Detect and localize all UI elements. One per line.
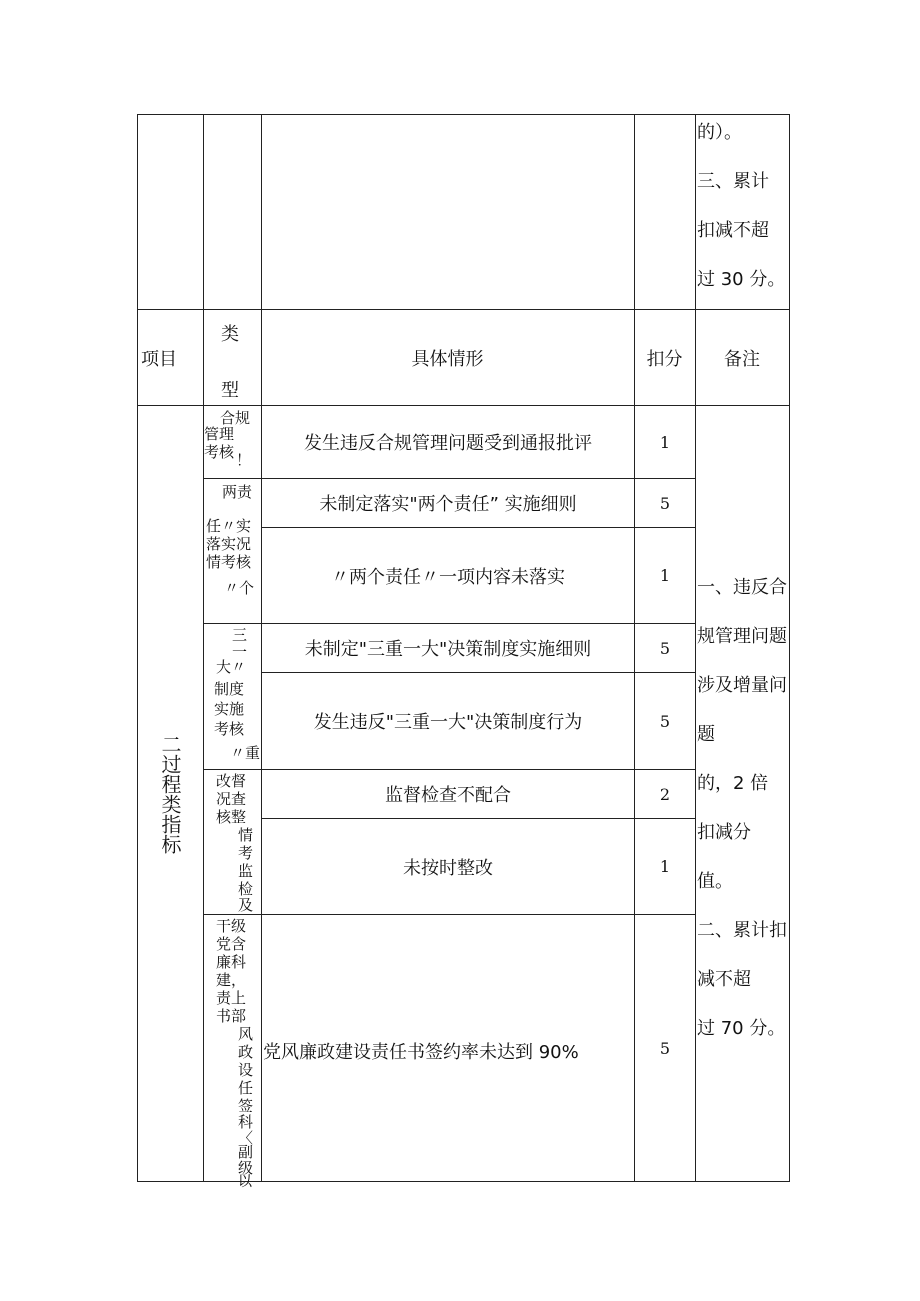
type-line: 副 bbox=[238, 1143, 254, 1161]
type-line: 管理 bbox=[204, 425, 235, 443]
type-line: 改督 bbox=[216, 772, 247, 790]
type-cell-compliance bbox=[204, 408, 260, 478]
row-line-7 bbox=[203, 914, 696, 915]
type-line: 监 bbox=[238, 862, 254, 880]
type-line: 级 bbox=[238, 1159, 254, 1177]
prev-page-note bbox=[697, 108, 789, 304]
table-border-bottom bbox=[137, 1181, 790, 1182]
prev-note-line: 扣减不超 bbox=[697, 220, 769, 241]
type-line: 两责 bbox=[222, 483, 253, 501]
type-line: 廉科 bbox=[216, 953, 247, 971]
type-line: 〈 bbox=[238, 1129, 254, 1147]
detail-row-3: 〃两个责任〃一项内容未落实 bbox=[331, 566, 565, 588]
prev-note-line: 的）。 bbox=[697, 122, 742, 143]
deduct-row-5: 5 bbox=[659, 711, 671, 731]
type-line: 党含 bbox=[216, 935, 247, 953]
type-line: 设 bbox=[238, 1061, 254, 1079]
type-line: 况查 bbox=[216, 790, 247, 808]
type-line: 考核 bbox=[214, 720, 245, 738]
remark-line: 规管理问题 bbox=[697, 626, 787, 647]
type-line: 考 bbox=[238, 844, 254, 862]
remark-line: 值。 bbox=[697, 871, 733, 892]
remark-line: 扣减分 bbox=[697, 822, 751, 843]
type-line: 三一 bbox=[232, 626, 248, 661]
type-line: 任 bbox=[238, 1079, 254, 1097]
detail-row-2: 未制定落实"两个责任” 实施细则 bbox=[319, 494, 577, 515]
deduct-row-4: 5 bbox=[659, 638, 671, 658]
type-cell-responsibility-letter bbox=[204, 916, 260, 1190]
type-line: 落实况 bbox=[206, 535, 252, 553]
header-deduct: 扣分 bbox=[646, 348, 683, 370]
remark-line: 一、违反合 bbox=[697, 577, 787, 598]
remark-line: 题 bbox=[697, 724, 715, 745]
type-line: 制度 bbox=[214, 680, 245, 698]
detail-row-7: 未按时整改 bbox=[403, 857, 493, 879]
type-line: 实施 bbox=[214, 700, 245, 718]
type-line: 考核 bbox=[204, 443, 235, 461]
type-line: 政 bbox=[238, 1043, 254, 1061]
category-cell bbox=[137, 406, 203, 1181]
detail-row-1: 发生违反合规管理问题受到通报批评 bbox=[304, 433, 592, 454]
type-line: 〃个 bbox=[224, 579, 255, 597]
type-line: 书部 bbox=[216, 1007, 247, 1025]
remark-line: 减不超 bbox=[697, 969, 751, 990]
col-line-4 bbox=[695, 114, 696, 1182]
type-line: ！ bbox=[236, 451, 252, 469]
type-line: 任〃实 bbox=[206, 517, 252, 535]
type-line: 情 bbox=[238, 826, 254, 844]
type-line: 情考核 bbox=[206, 553, 252, 571]
type-line: 核整 bbox=[216, 808, 247, 826]
category-label: 二过程类指标 bbox=[158, 733, 182, 854]
type-line: 以 bbox=[238, 1174, 252, 1190]
remark-line: 的，2 倍 bbox=[697, 773, 769, 794]
deduct-row-1: 1 bbox=[659, 432, 671, 452]
header-type-line-2: 型 bbox=[221, 380, 239, 401]
table-border-right bbox=[789, 114, 790, 1182]
type-cell-supervision bbox=[204, 771, 260, 913]
type-line: 责上 bbox=[216, 989, 247, 1007]
type-line: 干级 bbox=[216, 917, 247, 935]
header-project: 项目 bbox=[141, 348, 177, 370]
header-detail: 具体情形 bbox=[411, 348, 484, 370]
deduct-row-7: 1 bbox=[659, 857, 671, 876]
header-type-line-1: 类 bbox=[221, 324, 239, 345]
header-remark: 备注 bbox=[724, 348, 760, 370]
detail-row-6: 监督检查不配合 bbox=[385, 785, 511, 806]
type-line: 风 bbox=[238, 1025, 254, 1043]
detail-row-5: 发生违反"三重一大"决策制度行为 bbox=[313, 712, 583, 733]
type-line: 大〃 bbox=[216, 658, 247, 676]
detail-row-8: 党风廉政建设责任书签约率未达到 90% bbox=[263, 1042, 579, 1063]
remark-cell bbox=[697, 563, 789, 1053]
deduct-row-2: 5 bbox=[659, 493, 671, 513]
remark-line: 过 70 分。 bbox=[697, 1018, 786, 1039]
type-cell-two-responsibilities bbox=[204, 480, 260, 622]
deduct-row-8: 5 bbox=[659, 1038, 671, 1058]
table-border-top bbox=[137, 114, 790, 115]
type-cell-three-one bbox=[204, 625, 260, 768]
remark-line: 涉及增量问 bbox=[697, 675, 787, 696]
detail-row-4: 未制定"三重一大"决策制度实施细则 bbox=[304, 639, 592, 660]
type-line: 建， bbox=[216, 971, 247, 989]
deduct-row-3: 1 bbox=[659, 566, 671, 585]
type-line: 合规 bbox=[220, 409, 251, 427]
type-line: 及 bbox=[238, 896, 254, 914]
type-line: 科 bbox=[238, 1113, 254, 1131]
deduct-row-6: 2 bbox=[659, 784, 671, 804]
prev-note-line: 三、累计 bbox=[697, 171, 769, 192]
remark-line: 二、累计扣 bbox=[697, 920, 787, 941]
type-line: 检 bbox=[238, 880, 254, 898]
header-type bbox=[203, 310, 261, 405]
type-line: 签 bbox=[238, 1097, 254, 1115]
prev-note-line: 过 30 分。 bbox=[697, 269, 786, 290]
type-line: 〃重 bbox=[230, 744, 261, 762]
